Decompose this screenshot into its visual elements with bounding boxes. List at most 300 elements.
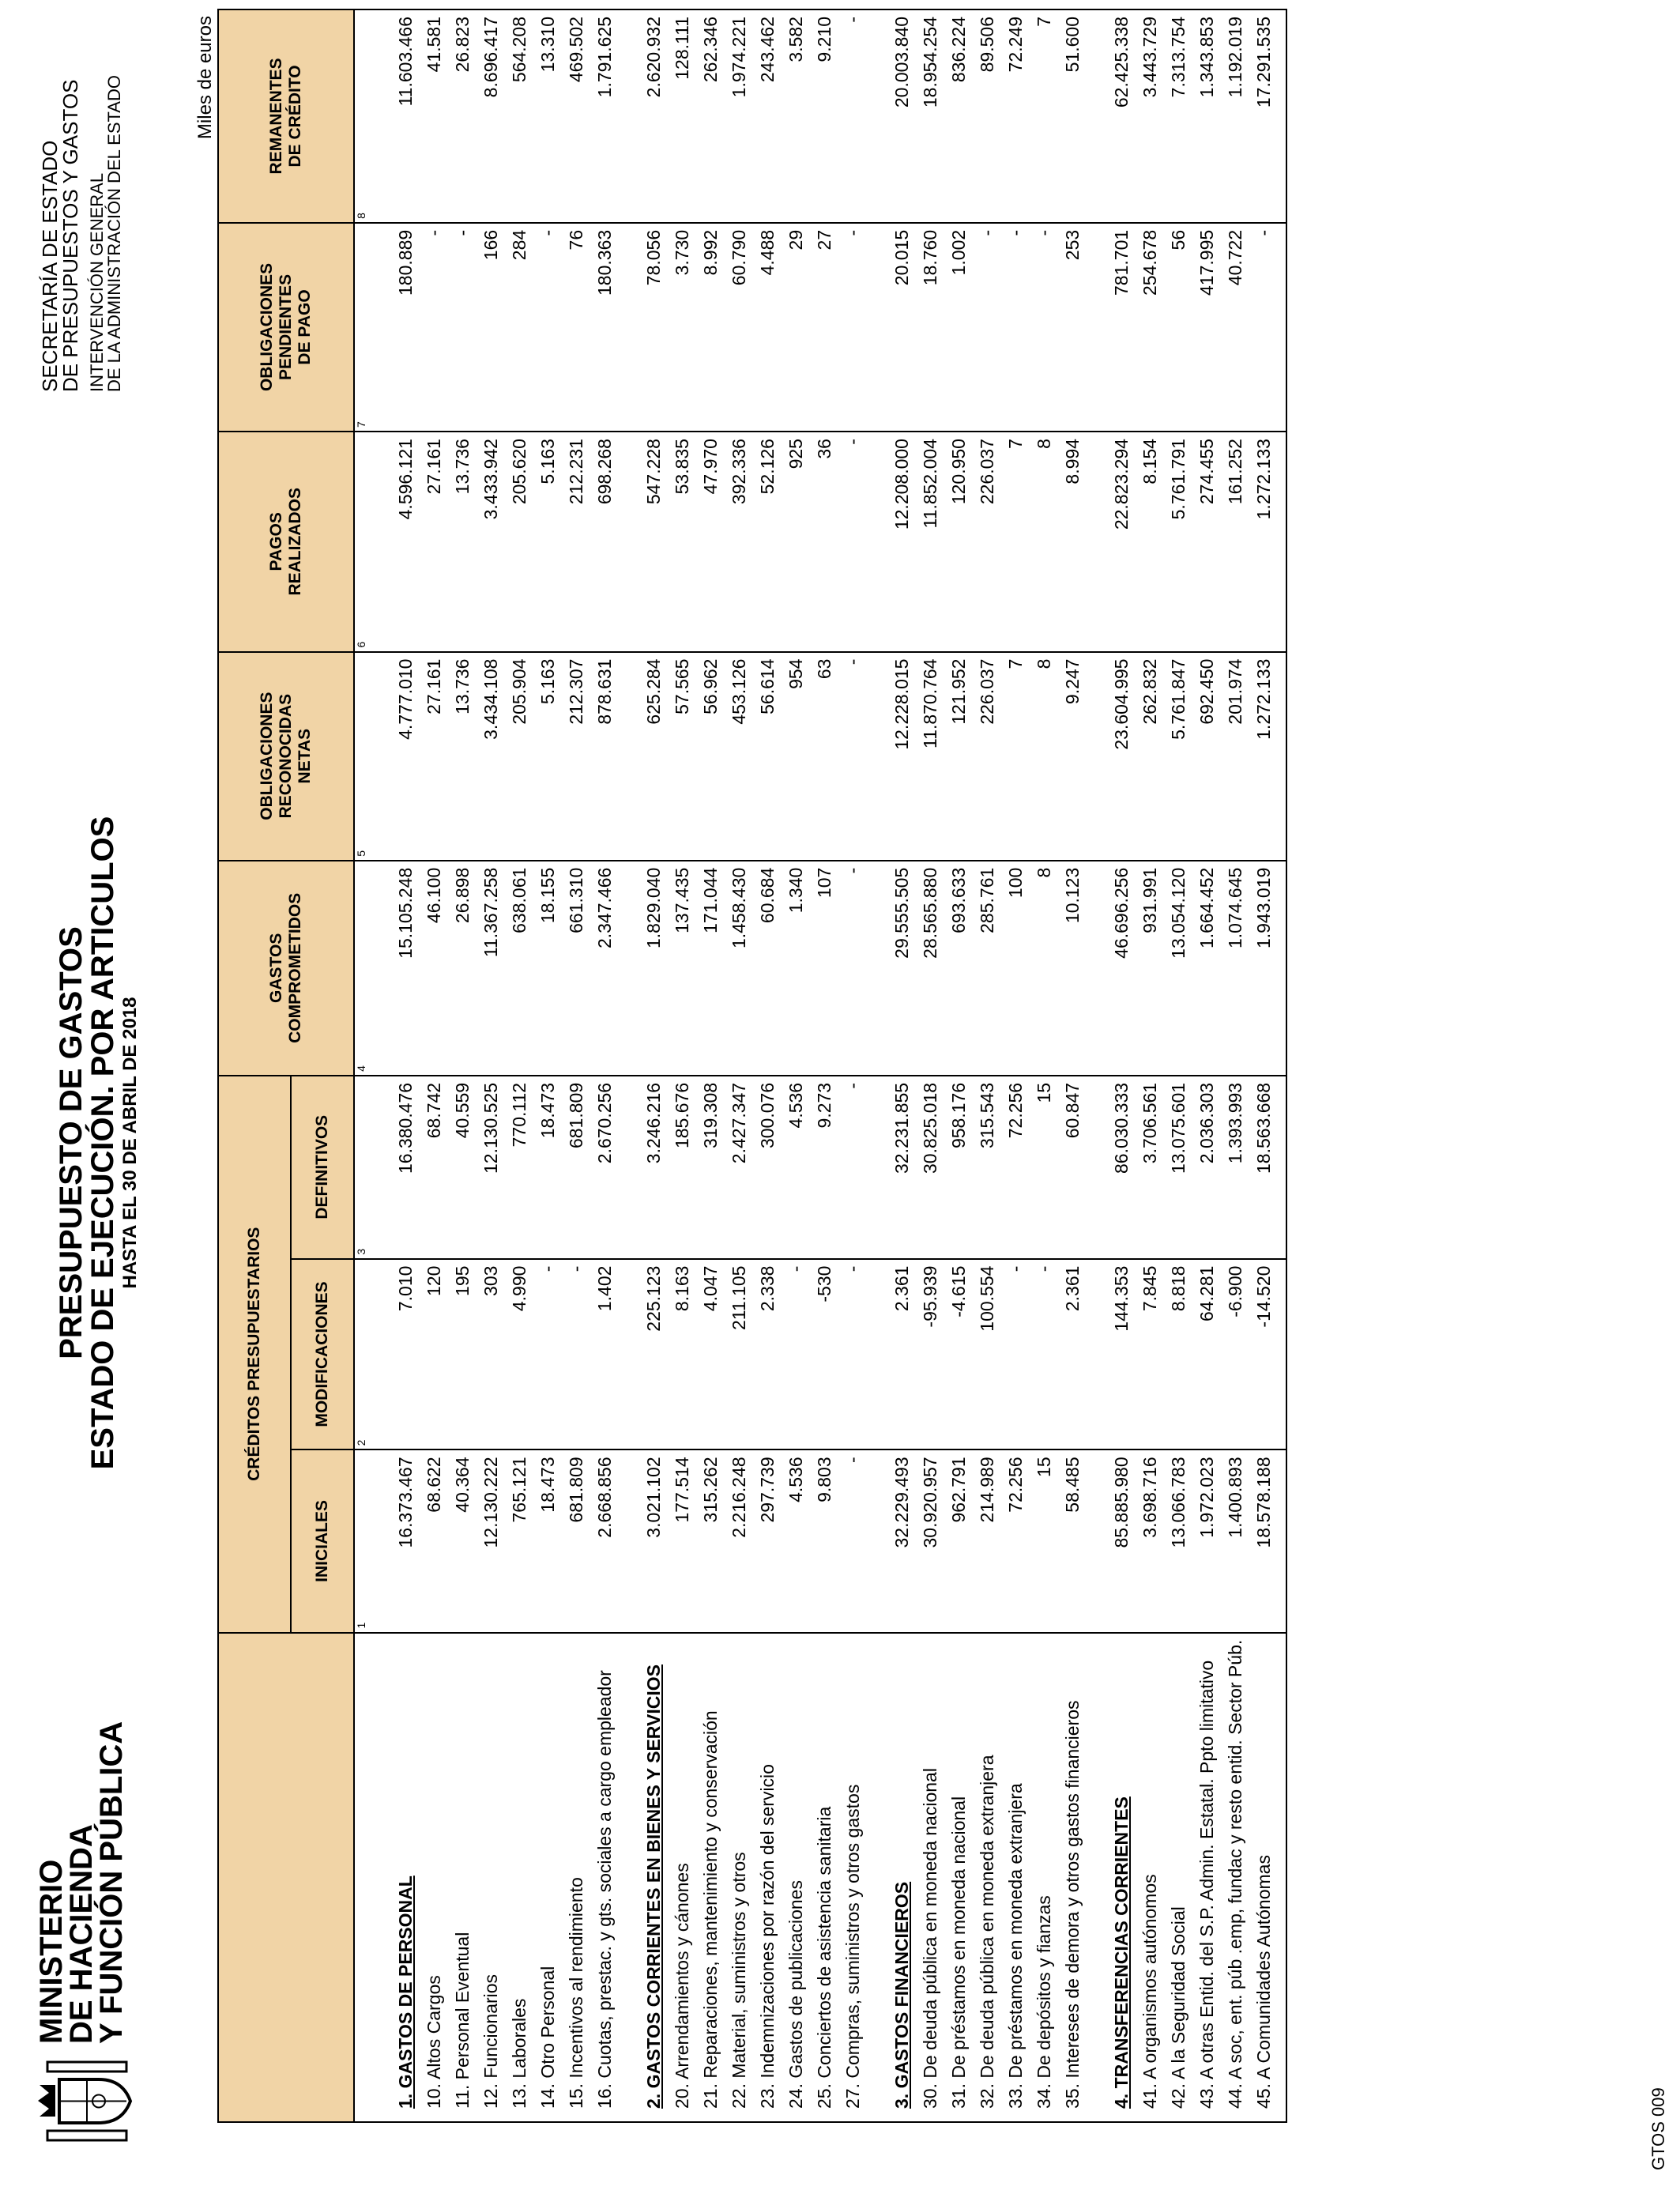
row-label: 21. Reparaciones, mantenimiento y conservación — [696, 1633, 725, 2122]
column-number: 5 — [354, 652, 371, 861]
value-cell: -95.939 — [916, 1259, 944, 1450]
value-cell: 27.161 — [420, 432, 448, 652]
table-row — [420, 9, 448, 2122]
value-cell: 7.845 — [1136, 1259, 1164, 1450]
row-label: 23. Indemnizaciones por razón del servicio — [753, 1633, 782, 2122]
value-cell: 15 — [1030, 1076, 1058, 1259]
intervention-line: INTERVENCIÓN GENERAL — [87, 172, 107, 392]
value-cell: 13.736 — [448, 652, 477, 861]
concept-header — [218, 1633, 354, 2122]
value-cell: - — [1030, 223, 1058, 432]
row-label: 22. Material, suministros y otros — [725, 1633, 753, 2122]
value-cell: 52.126 — [753, 432, 782, 652]
value-cell: 18.760 — [916, 223, 944, 432]
value-cell: 4.777.010 — [371, 652, 420, 861]
table-row — [1221, 9, 1249, 2122]
value-cell: 681.809 — [562, 1076, 590, 1259]
row-label: 41. A organismos autónomos — [1136, 1633, 1164, 2122]
table-row — [533, 9, 562, 2122]
value-cell: 4.596.121 — [371, 432, 420, 652]
row-label: 3. GASTOS FINANCIEROS — [867, 1633, 916, 2122]
secretariat-header — [40, 13, 123, 392]
value-cell: 214.989 — [973, 1449, 1001, 1632]
value-cell: 7 — [1030, 9, 1058, 223]
value-cell: 26.898 — [448, 861, 477, 1076]
table-row — [590, 9, 619, 2122]
value-cell: 1.272.133 — [1249, 652, 1286, 861]
units-label: Miles de euros — [194, 16, 216, 140]
value-cell: 29.555.505 — [867, 861, 916, 1076]
value-cell: 28.565.880 — [916, 861, 944, 1076]
value-cell: 315.543 — [973, 1076, 1001, 1259]
value-cell: - — [1001, 223, 1030, 432]
value-cell: 53.835 — [668, 432, 696, 652]
value-cell: 12.228.015 — [867, 652, 916, 861]
value-cell: 58.485 — [1058, 1449, 1087, 1632]
column-number: 2 — [354, 1259, 371, 1450]
value-cell: 60.790 — [725, 223, 753, 432]
value-cell: 1.074.645 — [1221, 861, 1249, 1076]
value-cell: 2.036.303 — [1192, 1076, 1221, 1259]
value-cell: 40.559 — [448, 1076, 477, 1259]
value-cell: 1.972.023 — [1192, 1449, 1221, 1632]
value-cell: 2.668.856 — [590, 1449, 619, 1632]
value-cell: 770.112 — [505, 1076, 533, 1259]
value-cell: 2.216.248 — [725, 1449, 753, 1632]
value-cell: 201.974 — [1221, 652, 1249, 861]
value-cell: - — [1030, 1259, 1058, 1450]
value-cell: 1.400.893 — [1221, 1449, 1249, 1632]
value-cell: 180.889 — [371, 223, 420, 432]
col-header-modificaciones: MODIFICACIONES — [291, 1259, 354, 1450]
value-cell: 68.622 — [420, 1449, 448, 1632]
value-cell: 300.076 — [753, 1076, 782, 1259]
value-cell: 262.346 — [696, 9, 725, 223]
value-cell: 26.823 — [448, 9, 477, 223]
value-cell: 4.488 — [753, 223, 782, 432]
value-cell: 931.991 — [1136, 861, 1164, 1076]
value-cell: 2.361 — [867, 1259, 916, 1450]
table-row — [668, 9, 696, 2122]
value-cell: 781.701 — [1087, 223, 1136, 432]
value-cell: 226.037 — [973, 432, 1001, 652]
col-header-obligaciones-reconocidas: OBLIGACIONES RECONOCIDAS NETAS — [218, 652, 354, 861]
col-header-obligaciones-pendientes: OBLIGACIONES PENDIENTES DE PAGO — [218, 223, 354, 432]
value-cell: 56.614 — [753, 652, 782, 861]
value-cell: 78.056 — [619, 223, 668, 432]
value-cell: 72.249 — [1001, 9, 1030, 223]
value-cell: 226.037 — [973, 652, 1001, 861]
value-cell: 85.885.980 — [1087, 1449, 1136, 1632]
table-row — [944, 9, 973, 2122]
value-cell: 692.450 — [1192, 652, 1221, 861]
value-cell: 212.307 — [562, 652, 590, 861]
value-cell: 564.208 — [505, 9, 533, 223]
value-cell: 32.231.855 — [867, 1076, 916, 1259]
value-cell: 4.990 — [505, 1259, 533, 1450]
value-cell: 7 — [1001, 652, 1030, 861]
value-cell: 76 — [562, 223, 590, 432]
value-cell: 121.952 — [944, 652, 973, 861]
value-cell: 120.950 — [944, 432, 973, 652]
value-cell: 2.361 — [1058, 1259, 1087, 1450]
value-cell: 681.809 — [562, 1449, 590, 1632]
value-cell: 315.262 — [696, 1449, 725, 1632]
value-cell: 47.970 — [696, 432, 725, 652]
value-cell: 284 — [505, 223, 533, 432]
value-cell: 60.847 — [1058, 1076, 1087, 1259]
value-cell: 8.154 — [1136, 432, 1164, 652]
value-cell: 1.393.993 — [1221, 1076, 1249, 1259]
value-cell: 8.696.417 — [477, 9, 505, 223]
value-cell: - — [448, 223, 477, 432]
value-cell: 161.252 — [1221, 432, 1249, 652]
value-cell: 958.176 — [944, 1076, 973, 1259]
value-cell: 8 — [1030, 652, 1058, 861]
value-cell: 64.281 — [1192, 1259, 1221, 1450]
value-cell: 30.825.018 — [916, 1076, 944, 1259]
value-cell: 11.603.466 — [371, 9, 420, 223]
row-label: 16. Cuotas, prestac. y gts. sociales a cargo empleador — [590, 1633, 619, 2122]
table-row — [1136, 9, 1164, 2122]
value-cell: 46.696.256 — [1087, 861, 1136, 1076]
row-label: 2. GASTOS CORRIENTES EN BIENES Y SERVICIOS — [619, 1633, 668, 2122]
value-cell: 319.308 — [696, 1076, 725, 1259]
value-cell: 7 — [1001, 432, 1030, 652]
value-cell: 297.739 — [753, 1449, 782, 1632]
value-cell: 41.581 — [420, 9, 448, 223]
table-row — [753, 9, 782, 2122]
value-cell: 9.273 — [810, 1076, 838, 1259]
value-cell: - — [838, 1076, 867, 1259]
value-cell: 20.003.840 — [867, 9, 916, 223]
row-label: 32. De deuda pública en moneda extranjera — [973, 1633, 1001, 2122]
column-number: 4 — [354, 861, 371, 1076]
value-cell: 9.247 — [1058, 652, 1087, 861]
value-cell: 5.761.791 — [1164, 432, 1192, 652]
value-cell: 3.698.716 — [1136, 1449, 1164, 1632]
value-cell: 128.111 — [668, 9, 696, 223]
value-cell: 547.228 — [619, 432, 668, 652]
value-cell: 13.066.783 — [1164, 1449, 1192, 1632]
table-row — [1249, 9, 1286, 2122]
value-cell: - — [1249, 223, 1286, 432]
ministry-name — [34, 1721, 129, 2044]
value-cell: 166 — [477, 223, 505, 432]
row-label: 45. A Comunidades Autónomas — [1249, 1633, 1286, 2122]
row-label: 33. De préstamos en moneda extranjera — [1001, 1633, 1030, 2122]
row-label: 34. De depósitos y fianzas — [1030, 1633, 1058, 2122]
value-cell: 15.105.248 — [371, 861, 420, 1076]
value-cell: 195 — [448, 1259, 477, 1450]
value-cell: 18.155 — [533, 861, 562, 1076]
value-cell: 7.010 — [371, 1259, 420, 1450]
value-cell: 954 — [782, 652, 810, 861]
value-cell: 36 — [810, 432, 838, 652]
value-cell: 171.044 — [696, 861, 725, 1076]
secretariat-line: DE PRESUPUESTOS Y GASTOS — [58, 79, 82, 392]
value-cell: 100 — [1001, 861, 1030, 1076]
value-cell: 2.670.256 — [590, 1076, 619, 1259]
value-cell: 60.684 — [753, 861, 782, 1076]
value-cell: - — [533, 223, 562, 432]
title-line: ESTADO DE EJECUCIÓN. POR ARTICULOS — [85, 816, 120, 1470]
value-cell: 878.631 — [590, 652, 619, 861]
value-cell: 212.231 — [562, 432, 590, 652]
value-cell: 177.514 — [668, 1449, 696, 1632]
value-cell: 72.256 — [1001, 1449, 1030, 1632]
row-label: 1. GASTOS DE PERSONAL — [371, 1633, 420, 2122]
value-cell: - — [838, 1259, 867, 1450]
row-label: 10. Altos Cargos — [420, 1633, 448, 2122]
value-cell: 303 — [477, 1259, 505, 1450]
table-row — [1001, 9, 1030, 2122]
value-cell: 453.126 — [725, 652, 753, 861]
value-cell: - — [782, 1259, 810, 1450]
value-cell: 51.600 — [1058, 9, 1087, 223]
row-label: 14. Otro Personal — [533, 1633, 562, 2122]
value-cell: 72.256 — [1001, 1076, 1030, 1259]
row-label: 24. Gastos de publicaciones — [782, 1633, 810, 2122]
value-cell: 27.161 — [420, 652, 448, 861]
table-row — [505, 9, 533, 2122]
column-number: 1 — [354, 1449, 371, 1632]
col-header-remanentes: REMANENTES DE CRÉDITO — [218, 9, 354, 223]
value-cell: - — [420, 223, 448, 432]
value-cell: - — [533, 1259, 562, 1450]
value-cell: 17.291.535 — [1249, 9, 1286, 223]
row-label: 27. Compras, suministros y otros gastos — [838, 1633, 867, 2122]
value-cell: 23.604.995 — [1087, 652, 1136, 861]
value-cell: 925 — [782, 432, 810, 652]
value-cell: 4.047 — [696, 1259, 725, 1450]
value-cell: 12.130.525 — [477, 1076, 505, 1259]
value-cell: 205.620 — [505, 432, 533, 652]
table-row — [448, 9, 477, 2122]
row-label: 20. Arrendamientos y cánones — [668, 1633, 696, 2122]
table-row — [916, 9, 944, 2122]
value-cell: 253 — [1058, 223, 1087, 432]
table-row — [725, 9, 753, 2122]
value-cell: 4.536 — [782, 1449, 810, 1632]
value-cell: 5.163 — [533, 652, 562, 861]
table-row — [1058, 9, 1087, 2122]
value-cell: 1.974.221 — [725, 9, 753, 223]
coat-of-arms-icon — [32, 2056, 134, 2147]
value-cell: 137.435 — [668, 861, 696, 1076]
value-cell: 625.284 — [619, 652, 668, 861]
row-label: 11. Personal Eventual — [448, 1633, 477, 2122]
value-cell: 693.633 — [944, 861, 973, 1076]
value-cell: 12.208.000 — [867, 432, 916, 652]
value-cell: 3.433.942 — [477, 432, 505, 652]
row-label: 43. A otras Entid. del S.P. Admin. Estatal. Ppto limitativo — [1192, 1633, 1221, 2122]
value-cell: 1.272.133 — [1249, 432, 1286, 652]
value-cell: 40.722 — [1221, 223, 1249, 432]
value-cell: 11.870.764 — [916, 652, 944, 861]
value-cell: 29 — [782, 223, 810, 432]
value-cell: 3.434.108 — [477, 652, 505, 861]
value-cell: 7.313.754 — [1164, 9, 1192, 223]
value-cell: 18.954.254 — [916, 9, 944, 223]
value-cell: 765.121 — [505, 1449, 533, 1632]
value-cell: 11.852.004 — [916, 432, 944, 652]
value-cell: -4.615 — [944, 1259, 973, 1450]
value-cell: - — [1001, 1259, 1030, 1450]
value-cell: 56.962 — [696, 652, 725, 861]
value-cell: 274.455 — [1192, 432, 1221, 652]
value-cell: 698.268 — [590, 432, 619, 652]
table-row — [477, 9, 505, 2122]
value-cell: 8.818 — [1164, 1259, 1192, 1450]
value-cell: 185.676 — [668, 1076, 696, 1259]
section-total-row — [867, 9, 916, 2122]
column-number: 6 — [354, 432, 371, 652]
value-cell: 62.425.338 — [1087, 9, 1136, 223]
value-cell: 1.343.853 — [1192, 9, 1221, 223]
value-cell: 1.402 — [590, 1259, 619, 1450]
value-cell: 962.791 — [944, 1449, 973, 1632]
ministry-line: MINISTERIO — [34, 1859, 69, 2044]
table-row — [696, 9, 725, 2122]
row-label: 42. A la Seguridad Social — [1164, 1633, 1192, 2122]
row-label: 25. Conciertos de asistencia sanitaria — [810, 1633, 838, 2122]
col-header-gastos-comprometidos: GASTOS COMPROMETIDOS — [218, 861, 354, 1076]
value-cell: 107 — [810, 861, 838, 1076]
title-line: PRESUPUESTO DE GASTOS — [54, 926, 89, 1359]
value-cell: 1.791.625 — [590, 9, 619, 223]
row-label: 13. Laborales — [505, 1633, 533, 2122]
title-date: HASTA EL 30 DE ABRIL DE 2018 — [119, 997, 141, 1289]
value-cell: 180.363 — [590, 223, 619, 432]
value-cell: 3.443.729 — [1136, 9, 1164, 223]
value-cell: 86.030.333 — [1087, 1076, 1136, 1259]
value-cell: - — [838, 652, 867, 861]
value-cell: 56 — [1164, 223, 1192, 432]
table-row — [1192, 9, 1221, 2122]
value-cell: 225.123 — [619, 1259, 668, 1450]
value-cell: 3.021.102 — [619, 1449, 668, 1632]
value-cell: 2.427.347 — [725, 1076, 753, 1259]
value-cell: 2.347.466 — [590, 861, 619, 1076]
section-total-row — [619, 9, 668, 2122]
value-cell: - — [838, 223, 867, 432]
value-cell: 13.075.601 — [1164, 1076, 1192, 1259]
value-cell: 30.920.957 — [916, 1449, 944, 1632]
col-header-definitivos: DEFINITIVOS — [291, 1076, 354, 1259]
table-row — [1164, 9, 1192, 2122]
value-cell: - — [838, 432, 867, 652]
value-cell: 2.338 — [753, 1259, 782, 1450]
value-cell: 2.620.932 — [619, 9, 668, 223]
row-label: 35. Intereses de demora y otros gastos financieros — [1058, 1633, 1087, 2122]
value-cell: 262.832 — [1136, 652, 1164, 861]
value-cell: - — [973, 223, 1001, 432]
row-label: 15. Incentivos al rendimiento — [562, 1633, 590, 2122]
value-cell: 46.100 — [420, 861, 448, 1076]
value-cell: 8 — [1030, 861, 1058, 1076]
row-label: 12. Funcionarios — [477, 1633, 505, 2122]
value-cell: 8.163 — [668, 1259, 696, 1450]
value-cell: 18.563.668 — [1249, 1076, 1286, 1259]
value-cell: 1.192.019 — [1221, 9, 1249, 223]
column-number: 7 — [354, 223, 371, 432]
report-title — [55, 748, 142, 1538]
value-cell: 12.130.222 — [477, 1449, 505, 1632]
credits-group-header: CRÉDITOS PRESUPUESTARIOS — [218, 1076, 291, 1633]
value-cell: 11.367.258 — [477, 861, 505, 1076]
value-cell: 9.210 — [810, 9, 838, 223]
value-cell: 1.458.430 — [725, 861, 753, 1076]
row-label: 30. De deuda pública en moneda nacional — [916, 1633, 944, 2122]
value-cell: 15 — [1030, 1449, 1058, 1632]
value-cell: 392.336 — [725, 432, 753, 652]
value-cell: - — [838, 1449, 867, 1632]
value-cell: -14.520 — [1249, 1259, 1286, 1450]
value-cell: 8.992 — [696, 223, 725, 432]
value-cell: 32.229.493 — [867, 1449, 916, 1632]
budget-table — [217, 9, 1287, 2123]
value-cell: 1.664.452 — [1192, 861, 1221, 1076]
table-row — [562, 9, 590, 2122]
secretariat-line: SECRETARÍA DE ESTADO — [38, 140, 62, 392]
value-cell: 1.340 — [782, 861, 810, 1076]
value-cell: 8 — [1030, 432, 1058, 652]
table-row — [973, 9, 1001, 2122]
table-row — [1030, 9, 1058, 2122]
value-cell: -6.900 — [1221, 1259, 1249, 1450]
intervention-line: DE LA ADMINISTRACIÓN DEL ESTADO — [104, 75, 124, 392]
value-cell: 3.246.216 — [619, 1076, 668, 1259]
value-cell: - — [838, 9, 867, 223]
value-cell: 638.061 — [505, 861, 533, 1076]
col-header-pagos-realizados: PAGOS REALIZADOS — [218, 432, 354, 652]
table-row — [838, 9, 867, 2122]
column-number: 8 — [354, 9, 371, 223]
value-cell: 18.578.188 — [1249, 1449, 1286, 1632]
value-cell: 3.730 — [668, 223, 696, 432]
value-cell: 3.582 — [782, 9, 810, 223]
ministry-line: Y FUNCIÓN PÚBLICA — [94, 1721, 129, 2044]
value-cell: 8.994 — [1058, 432, 1087, 652]
value-cell: 1.002 — [944, 223, 973, 432]
table-body — [354, 9, 1286, 2122]
col-header-iniciales: INICIALES — [291, 1449, 354, 1632]
value-cell: 3.706.561 — [1136, 1076, 1164, 1259]
value-cell: 68.742 — [420, 1076, 448, 1259]
value-cell: 22.823.294 — [1087, 432, 1136, 652]
value-cell: 27 — [810, 223, 838, 432]
value-cell: 1.943.019 — [1249, 861, 1286, 1076]
value-cell: 40.364 — [448, 1449, 477, 1632]
value-cell: 4.536 — [782, 1076, 810, 1259]
column-number: 3 — [354, 1076, 371, 1259]
value-cell: - — [838, 861, 867, 1076]
value-cell: 1.829.040 — [619, 861, 668, 1076]
value-cell: 5.163 — [533, 432, 562, 652]
value-cell: 10.123 — [1058, 861, 1087, 1076]
ministry-header — [32, 1704, 134, 2147]
value-cell: 16.373.467 — [371, 1449, 420, 1632]
value-cell: 144.353 — [1087, 1259, 1136, 1450]
form-code: GTOS 009 — [1648, 2087, 1668, 2170]
value-cell: 254.678 — [1136, 223, 1164, 432]
column-number-row — [354, 9, 371, 2122]
value-cell: 417.995 — [1192, 223, 1221, 432]
section-total-row — [371, 9, 420, 2122]
value-cell: - — [562, 1259, 590, 1450]
table-row — [782, 9, 810, 2122]
